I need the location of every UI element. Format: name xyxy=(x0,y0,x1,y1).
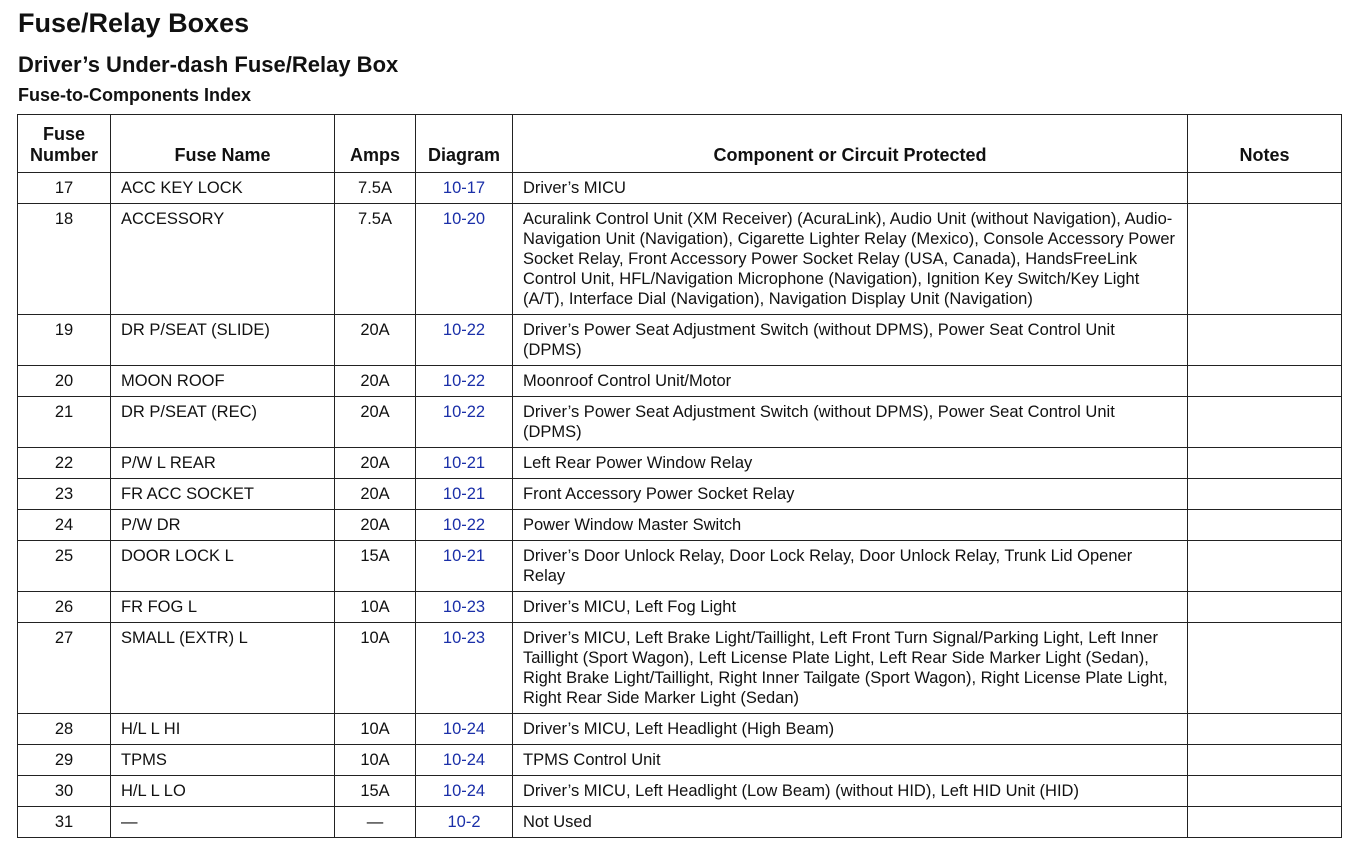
diagram-link[interactable]: 10-23 xyxy=(442,629,486,647)
cell-amps: 20A xyxy=(335,448,416,479)
cell-notes xyxy=(1188,204,1342,315)
cell-notes xyxy=(1188,173,1342,204)
cell-component: Driver’s Door Unlock Relay, Door Lock Relay, Door Unlock Relay, Trunk Lid Opener Relay xyxy=(513,541,1188,592)
cell-amps: 10A xyxy=(335,745,416,776)
cell-notes xyxy=(1188,510,1342,541)
cell-diagram-link xyxy=(416,204,513,315)
cell-fuse-number: 22 xyxy=(18,448,111,479)
cell-component: Driver’s MICU xyxy=(513,173,1188,204)
cell-component: Front Accessory Power Socket Relay xyxy=(513,479,1188,510)
table-row xyxy=(18,448,1342,479)
cell-fuse-name: P/W L REAR xyxy=(111,448,335,479)
diagram-link[interactable]: 10-21 xyxy=(442,454,486,472)
diagram-link[interactable]: 10-20 xyxy=(442,210,486,228)
cell-notes xyxy=(1188,745,1342,776)
table-row xyxy=(18,592,1342,623)
table-row xyxy=(18,173,1342,204)
header-fuse-number: Fuse Number xyxy=(18,115,111,173)
cell-fuse-name: DOOR LOCK L xyxy=(111,541,335,592)
table-row xyxy=(18,204,1342,315)
cell-diagram-link xyxy=(416,479,513,510)
cell-fuse-name: TPMS xyxy=(111,745,335,776)
cell-notes xyxy=(1188,366,1342,397)
table-row xyxy=(18,807,1342,838)
diagram-link[interactable]: 10-22 xyxy=(442,516,486,534)
diagram-link[interactable]: 10-24 xyxy=(442,782,486,800)
cell-diagram-link xyxy=(416,776,513,807)
table-row xyxy=(18,714,1342,745)
cell-component: Driver’s MICU, Left Brake Light/Taillight, Left Front Turn Signal/Parking Light, Left Inner Taillight (Sport Wagon), Left License Plate Light, Left Rear Side Marker Light (Sedan), Right Brake Light/Taillight, Right Inner Tailgate (Sport Wagon), Right License Plate Light, Right Rear Side Marker Light (Sedan) xyxy=(513,623,1188,714)
cell-amps: 20A xyxy=(335,315,416,366)
cell-fuse-name: FR ACC SOCKET xyxy=(111,479,335,510)
cell-fuse-number: 19 xyxy=(18,315,111,366)
header-diagram: Diagram xyxy=(416,115,513,173)
table-row xyxy=(18,315,1342,366)
cell-fuse-number: 21 xyxy=(18,397,111,448)
cell-amps: 15A xyxy=(335,776,416,807)
cell-amps: 20A xyxy=(335,479,416,510)
cell-fuse-number: 25 xyxy=(18,541,111,592)
cell-amps: — xyxy=(335,807,416,838)
cell-fuse-name: H/L L LO xyxy=(111,776,335,807)
diagram-link[interactable]: 10-22 xyxy=(442,321,486,339)
cell-fuse-name: ACCESSORY xyxy=(111,204,335,315)
header-component: Component or Circuit Protected xyxy=(513,115,1188,173)
diagram-link[interactable]: 10-17 xyxy=(442,179,486,197)
cell-fuse-number: 28 xyxy=(18,714,111,745)
cell-fuse-number: 30 xyxy=(18,776,111,807)
cell-notes xyxy=(1188,541,1342,592)
cell-diagram-link xyxy=(416,623,513,714)
page-title: Fuse/Relay Boxes xyxy=(18,8,250,38)
cell-fuse-number: 26 xyxy=(18,592,111,623)
cell-amps: 20A xyxy=(335,510,416,541)
cell-amps: 7.5A xyxy=(335,173,416,204)
table-row xyxy=(18,623,1342,714)
cell-amps: 10A xyxy=(335,592,416,623)
diagram-link[interactable]: 10-21 xyxy=(442,547,486,565)
cell-fuse-number: 18 xyxy=(18,204,111,315)
cell-amps: 20A xyxy=(335,366,416,397)
cell-component: Power Window Master Switch xyxy=(513,510,1188,541)
cell-fuse-name: P/W DR xyxy=(111,510,335,541)
cell-component: Acuralink Control Unit (XM Receiver) (AcuraLink), Audio Unit (without Navigation), Audio-Navigation Unit (Navigation), Cigarette Lighter Relay (Mexico), Console Accessory Power Socket Relay, Front Accessory Power Socket Relay (USA, Canada), HandsFreeLink Control Unit, HFL/Navigation Microphone (Navigation), Ignition Key Switch/Key Light (A/T), Interface Dial (Navigation), Navigation Display Unit (Navigation) xyxy=(513,204,1188,315)
fuse-table-body xyxy=(18,173,1342,838)
cell-notes xyxy=(1188,623,1342,714)
cell-diagram-link xyxy=(416,510,513,541)
cell-component: Driver’s Power Seat Adjustment Switch (without DPMS), Power Seat Control Unit (DPMS) xyxy=(513,315,1188,366)
cell-fuse-name: H/L L HI xyxy=(111,714,335,745)
cell-fuse-name: MOON ROOF xyxy=(111,366,335,397)
section-heading: Fuse-to-Components Index xyxy=(18,85,251,105)
cell-fuse-name: DR P/SEAT (SLIDE) xyxy=(111,315,335,366)
cell-notes xyxy=(1188,397,1342,448)
cell-fuse-number: 24 xyxy=(18,510,111,541)
cell-amps: 10A xyxy=(335,714,416,745)
cell-diagram-link xyxy=(416,397,513,448)
cell-fuse-number: 29 xyxy=(18,745,111,776)
table-row xyxy=(18,776,1342,807)
cell-fuse-name: FR FOG L xyxy=(111,592,335,623)
cell-notes xyxy=(1188,776,1342,807)
cell-fuse-number: 31 xyxy=(18,807,111,838)
page-subtitle: Driver’s Under-dash Fuse/Relay Box xyxy=(18,52,399,77)
header-fuse-name: Fuse Name xyxy=(111,115,335,173)
diagram-link[interactable]: 10-21 xyxy=(442,485,486,503)
table-row xyxy=(18,366,1342,397)
header-amps: Amps xyxy=(335,115,416,173)
header-notes: Notes xyxy=(1188,115,1342,173)
cell-component: Left Rear Power Window Relay xyxy=(513,448,1188,479)
cell-amps: 15A xyxy=(335,541,416,592)
cell-fuse-number: 23 xyxy=(18,479,111,510)
cell-fuse-name: ACC KEY LOCK xyxy=(111,173,335,204)
cell-notes xyxy=(1188,807,1342,838)
diagram-link[interactable]: 10-23 xyxy=(442,598,486,616)
cell-notes xyxy=(1188,448,1342,479)
cell-fuse-number: 17 xyxy=(18,173,111,204)
cell-fuse-number: 27 xyxy=(18,623,111,714)
cell-diagram-link xyxy=(416,541,513,592)
table-row xyxy=(18,541,1342,592)
cell-component: TPMS Control Unit xyxy=(513,745,1188,776)
diagram-link[interactable]: 10-24 xyxy=(442,751,486,769)
cell-amps: 20A xyxy=(335,397,416,448)
cell-diagram-link xyxy=(416,315,513,366)
cell-fuse-name: SMALL (EXTR) L xyxy=(111,623,335,714)
cell-diagram-link xyxy=(416,366,513,397)
cell-diagram-link xyxy=(416,745,513,776)
fuse-index-table xyxy=(17,114,1342,838)
cell-fuse-name: — xyxy=(111,807,335,838)
cell-component: Moonroof Control Unit/Motor xyxy=(513,366,1188,397)
cell-amps: 10A xyxy=(335,623,416,714)
table-header-row xyxy=(18,115,1342,173)
cell-notes xyxy=(1188,714,1342,745)
cell-component: Driver’s MICU, Left Headlight (Low Beam) (without HID), Left HID Unit (HID) xyxy=(513,776,1188,807)
cell-notes xyxy=(1188,592,1342,623)
cell-component: Driver’s Power Seat Adjustment Switch (without DPMS), Power Seat Control Unit (DPMS) xyxy=(513,397,1188,448)
cell-diagram-link xyxy=(416,173,513,204)
cell-fuse-name: DR P/SEAT (REC) xyxy=(111,397,335,448)
cell-component: Driver’s MICU, Left Fog Light xyxy=(513,592,1188,623)
cell-component: Driver’s MICU, Left Headlight (High Beam) xyxy=(513,714,1188,745)
diagram-link[interactable]: 10-24 xyxy=(442,720,486,738)
cell-fuse-number: 20 xyxy=(18,366,111,397)
cell-notes xyxy=(1188,315,1342,366)
table-row xyxy=(18,745,1342,776)
cell-diagram-link xyxy=(416,592,513,623)
cell-amps: 7.5A xyxy=(335,204,416,315)
diagram-link[interactable]: 10-22 xyxy=(442,403,486,421)
table-row xyxy=(18,479,1342,510)
cell-notes xyxy=(1188,479,1342,510)
cell-diagram-link xyxy=(416,448,513,479)
table-row xyxy=(18,397,1342,448)
cell-diagram-link xyxy=(416,807,513,838)
cell-diagram-link xyxy=(416,714,513,745)
table-row xyxy=(18,510,1342,541)
diagram-link[interactable]: 10-2 xyxy=(447,813,481,831)
diagram-link[interactable]: 10-22 xyxy=(442,372,486,390)
cell-component: Not Used xyxy=(513,807,1188,838)
